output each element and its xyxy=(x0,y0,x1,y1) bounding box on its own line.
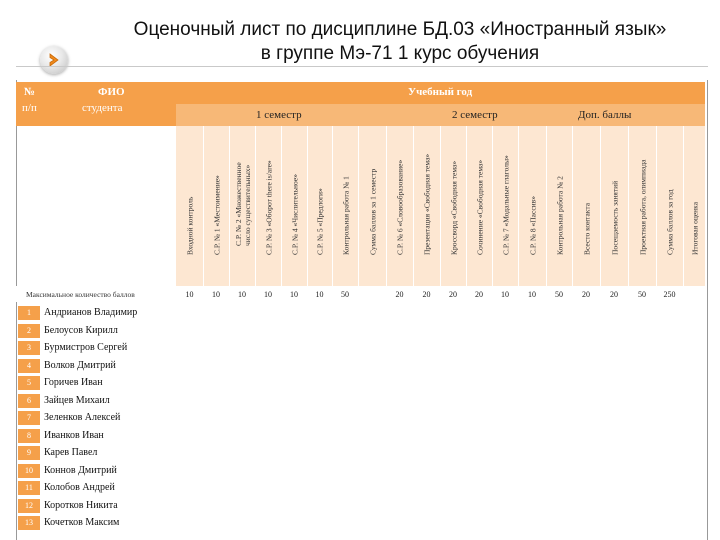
column-header-label: С.Р. № 6 «Словообразование» xyxy=(395,159,405,255)
column-header-17 xyxy=(600,126,628,286)
column-header-20 xyxy=(683,126,705,286)
student-name: Коротков Никита xyxy=(44,499,118,511)
column-header-label: Всесто контакта xyxy=(582,202,591,255)
max-points-label: Максимальное количество баллов xyxy=(26,290,135,299)
column-header-label: Сочинение «Свободная тема» xyxy=(475,159,484,255)
table-row xyxy=(16,428,705,444)
row-number: 12 xyxy=(18,499,40,513)
column-header-7 xyxy=(332,126,358,286)
column-header-10 xyxy=(413,126,440,286)
header-num-sub: п/п xyxy=(22,102,37,114)
column-header-19 xyxy=(656,126,683,286)
max-points-value: 10 xyxy=(528,290,536,299)
column-header-label: Посещаемость занятий xyxy=(610,180,619,255)
header-fio-sub: студента xyxy=(82,102,123,114)
student-name: Зайцев Михаил xyxy=(44,394,110,406)
column-header-13 xyxy=(492,126,518,286)
row-number: 9 xyxy=(18,446,40,460)
header-semester-2: 2 семестр xyxy=(452,109,498,121)
max-points-value: 50 xyxy=(341,290,349,299)
row-number: 2 xyxy=(18,324,40,338)
title-divider xyxy=(16,66,708,67)
column-header-label: Сумма баллов за год xyxy=(665,189,675,255)
max-points-value: 20 xyxy=(475,290,483,299)
max-points-value: 10 xyxy=(212,290,220,299)
row-number: 8 xyxy=(18,429,40,443)
row-number: 4 xyxy=(18,359,40,373)
row-number: 7 xyxy=(18,411,40,425)
max-points-value: 20 xyxy=(449,290,457,299)
column-header-label: С.Р. № 8 «Пассив» xyxy=(528,196,537,255)
column-header-1 xyxy=(176,126,203,286)
arrow-logo-icon xyxy=(40,46,68,74)
max-points-value: 20 xyxy=(395,290,404,299)
student-name: Кочетков Максим xyxy=(44,517,120,528)
max-points-value: 50 xyxy=(638,290,646,299)
max-points-value: 50 xyxy=(555,290,563,299)
row-number: 10 xyxy=(18,464,40,478)
student-name: Горичев Иван xyxy=(44,377,103,388)
column-header-label: С.Р. № 5 «Предлоги» xyxy=(315,188,325,255)
column-header-3 xyxy=(229,126,255,286)
table-row xyxy=(16,323,705,339)
column-header-label: Входной контроль xyxy=(185,196,194,255)
column-header-6 xyxy=(307,126,332,286)
row-number: 6 xyxy=(18,394,40,408)
max-points-value: 10 xyxy=(290,290,298,299)
header-extra-points: Доп. баллы xyxy=(578,109,632,121)
column-header-label: Итоговая оценка xyxy=(690,201,699,255)
column-header-9 xyxy=(386,126,413,286)
header-year: Учебный год xyxy=(408,86,473,98)
header-num: № xyxy=(24,86,36,98)
column-header-16 xyxy=(572,126,600,286)
max-points-value: 10 xyxy=(264,290,272,299)
column-header-label: С.Р. № 1 «Местоимение» xyxy=(212,175,221,255)
table-row xyxy=(16,358,705,374)
max-points-value: 10 xyxy=(315,290,324,299)
student-name: Белоусов Кирилл xyxy=(44,324,118,336)
student-name: Зеленков Алексей xyxy=(44,412,121,423)
header-fio: ФИО xyxy=(98,86,125,98)
slide-title xyxy=(80,18,720,70)
max-points-value: 20 xyxy=(610,290,618,299)
row-number: 1 xyxy=(18,306,40,320)
table-row xyxy=(16,393,705,409)
column-header-label: С.Р. № 3 «Оборот there is/are» xyxy=(264,160,273,255)
row-number: 11 xyxy=(18,481,40,495)
student-name: Колобов Андрей xyxy=(44,482,115,493)
max-points-value: 10 xyxy=(238,290,246,299)
student-name: Карев Павел xyxy=(44,447,98,458)
max-points-value: 20 xyxy=(582,290,590,299)
student-name: Волков Дмитрий xyxy=(44,359,116,371)
title-line-1: Оценочный лист по дисциплине БД.03 «Иностранный язык» xyxy=(133,19,667,40)
max-points-value: 10 xyxy=(501,290,509,299)
column-header-4 xyxy=(255,126,281,286)
student-name: Андрианов Владимир xyxy=(44,307,138,318)
header-semester-1: 1 семестр xyxy=(256,109,302,121)
column-header-label: С.Р. № 4 «Числительное» xyxy=(290,174,299,255)
row-number: 3 xyxy=(18,341,40,355)
row-number: 5 xyxy=(18,376,40,390)
column-header-12 xyxy=(466,126,492,286)
column-header-2 xyxy=(203,126,229,286)
column-header-label: С.Р. № 7 «Модальные глаголы» xyxy=(501,155,510,255)
column-header-label: Кроссворд «Свободная тема» xyxy=(449,160,458,255)
max-points-value: 10 xyxy=(185,290,194,299)
title-line-2: в группе Мэ-71 1 курс обучения xyxy=(260,43,540,64)
column-header-label: С.Р. № 2 «Множественное число существительных» xyxy=(233,162,252,246)
row-number: 13 xyxy=(18,516,40,530)
table-row xyxy=(16,445,705,461)
column-header-label: Контрольная работа № 2 xyxy=(555,176,564,255)
column-header-label: Сумма баллов за 1 семестр xyxy=(368,168,377,255)
table-row xyxy=(16,498,705,514)
column-header-label: Проектная работа, олимпиада xyxy=(638,159,647,255)
table-row xyxy=(16,480,705,496)
column-header-label: Презентация «Свободная тема» xyxy=(422,153,432,255)
column-header-label: Контрольная работа № 1 xyxy=(341,176,350,255)
column-header-5 xyxy=(281,126,307,286)
column-header-11 xyxy=(440,126,466,286)
table-row xyxy=(16,375,705,391)
column-header-18 xyxy=(628,126,656,286)
student-name: Коннов Дмитрий xyxy=(44,464,117,476)
column-header-14 xyxy=(518,126,546,286)
student-name: Бурмистров Сергей xyxy=(44,342,128,353)
table-row xyxy=(16,463,705,479)
column-header-8 xyxy=(358,126,386,286)
max-points-value: 20 xyxy=(422,290,431,299)
column-header-15 xyxy=(546,126,572,286)
student-name: Иванков Иван xyxy=(44,429,104,441)
max-points-value: 250 xyxy=(663,290,676,299)
